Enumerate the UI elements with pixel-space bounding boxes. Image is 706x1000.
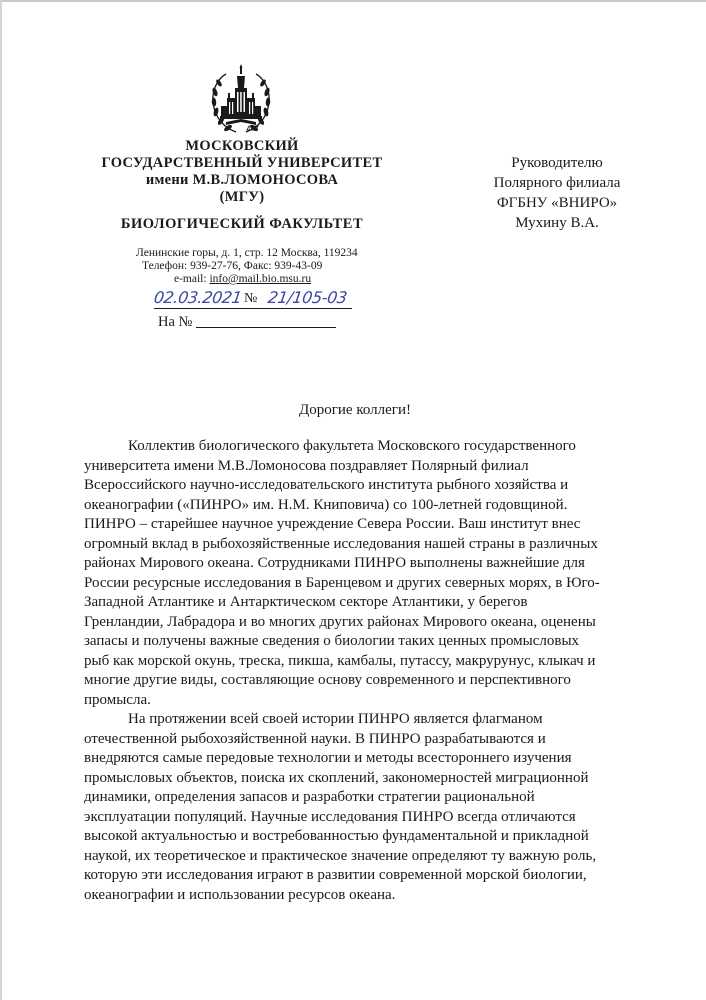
number-sign: №	[244, 291, 258, 306]
body-line: высокой актуальностью и востребованностью фундаментальной и прикладной	[84, 828, 589, 844]
body-line: наукой, их теоретическое и практическое значение определяют ту важную роль,	[84, 847, 597, 864]
addressee-line: Руководителю	[511, 155, 603, 171]
body-line: Всероссийского научно-исследовательского института рыбного хозяйства и	[84, 477, 569, 493]
page-edge	[0, 0, 2, 1000]
registration-date: 02.03.2021	[152, 288, 243, 307]
body-line: Западной Атлантике и Антарктическом секторе Атлантики, у берегов	[84, 594, 528, 610]
address-line: Ленинские горы, д. 1, стр. 12 Москва, 119234	[136, 247, 358, 259]
body-line: океанографии («ПИНРО» им. Н.М. Книповича) со 100-летней годовщиной.	[84, 496, 568, 513]
body-line: океанографии и использовании ресурсов океана.	[84, 886, 396, 903]
body-line: университета имени М.В.Ломоносова поздравляет Полярный филиал	[84, 457, 529, 474]
body-line: отечественной рыбохозяйственной науки. В ПИНРО разрабатываются и	[84, 730, 546, 747]
email-label: e-mail:	[174, 273, 210, 285]
body-line: многие другие виды, составляющие основу современного и перспективного	[84, 672, 571, 688]
contact-block	[92, 247, 392, 286]
body-line: рыб как морской окунь, треска, пикша, камбалы, путассу, макрурунус, клыкач и	[84, 652, 596, 669]
body-line: огромный вклад в рыбохозяйственные исследования нашей страны в различных	[84, 535, 598, 552]
registration-num: 21/105-03	[266, 288, 349, 307]
body-line: районах Мирового океана. Сотрудниками ПИНРО выполнены важнейшие для	[84, 555, 585, 571]
body-line: запасы и получены важные сведения о биологии таких ценных промысловых	[84, 633, 580, 649]
letter-body	[84, 437, 662, 905]
university-name-line: МОСКОВСКИЙ	[185, 138, 299, 154]
body-line: Гренландии, Лабрадора и во многих других районах Мирового океана, оценены	[84, 613, 596, 630]
body-line: динамики, определения запасов и разработки стратегии рациональной	[84, 789, 535, 805]
body-line: внедряются самые передовые технологии и методы всестороннего изучения	[84, 750, 572, 766]
university-name-line: имени М.В.ЛОМОНОСОВА	[145, 172, 339, 188]
reference-label: На №	[158, 314, 193, 330]
page-edge	[0, 0, 706, 2]
reference-line	[158, 314, 336, 331]
addressee-line: Мухину В.А.	[515, 215, 599, 231]
addressee-block	[472, 153, 642, 233]
letterhead	[92, 138, 392, 286]
phone-line: Телефон: 939-27-76, Факс: 939-43-09	[142, 260, 323, 272]
body-line: Коллектив биологического факультета Московского государственного	[128, 438, 576, 454]
body-line: эксплуатации популяций. Научные исследования ПИНРО всегда отличаются	[84, 808, 576, 825]
body-line: ПИНРО – старейшее научное учреждение Севера России. Ваш институт внес	[84, 516, 581, 532]
registration-number	[154, 288, 374, 312]
reference-blank	[196, 327, 336, 328]
body-line: На протяжении всей своей истории ПИНРО является флагманом	[128, 711, 543, 727]
university-name-line: ГОСУДАРСТВЕННЫЙ УНИВЕРСИТЕТ	[101, 155, 383, 171]
addressee-line: Полярного филиала	[493, 175, 621, 191]
emblem-year: 1755	[248, 127, 258, 132]
email-line	[136, 273, 392, 286]
faculty-name: БИОЛОГИЧЕСКИЙ ФАКУЛЬТЕТ	[120, 216, 364, 232]
email-link[interactable]: info@mail.bio.msu.ru	[209, 273, 312, 285]
addressee-line: ФГБНУ «ВНИРО»	[496, 195, 618, 211]
body-line: промысла.	[84, 691, 151, 708]
body-line: промысловых объектов, поиска их скоплений, закономерностей миграционной	[84, 769, 589, 786]
registration-underline	[154, 308, 352, 309]
university-abbreviation: (МГУ)	[219, 189, 265, 205]
msu-emblem-icon	[206, 62, 276, 138]
body-line: которую эти исследования играют в развитии современной морской биологии,	[84, 867, 587, 883]
body-line: России ресурсные исследования в Баренцевом и других северных морях, в Юго-	[84, 574, 600, 591]
salutation: Дорогие коллеги!	[299, 402, 411, 418]
